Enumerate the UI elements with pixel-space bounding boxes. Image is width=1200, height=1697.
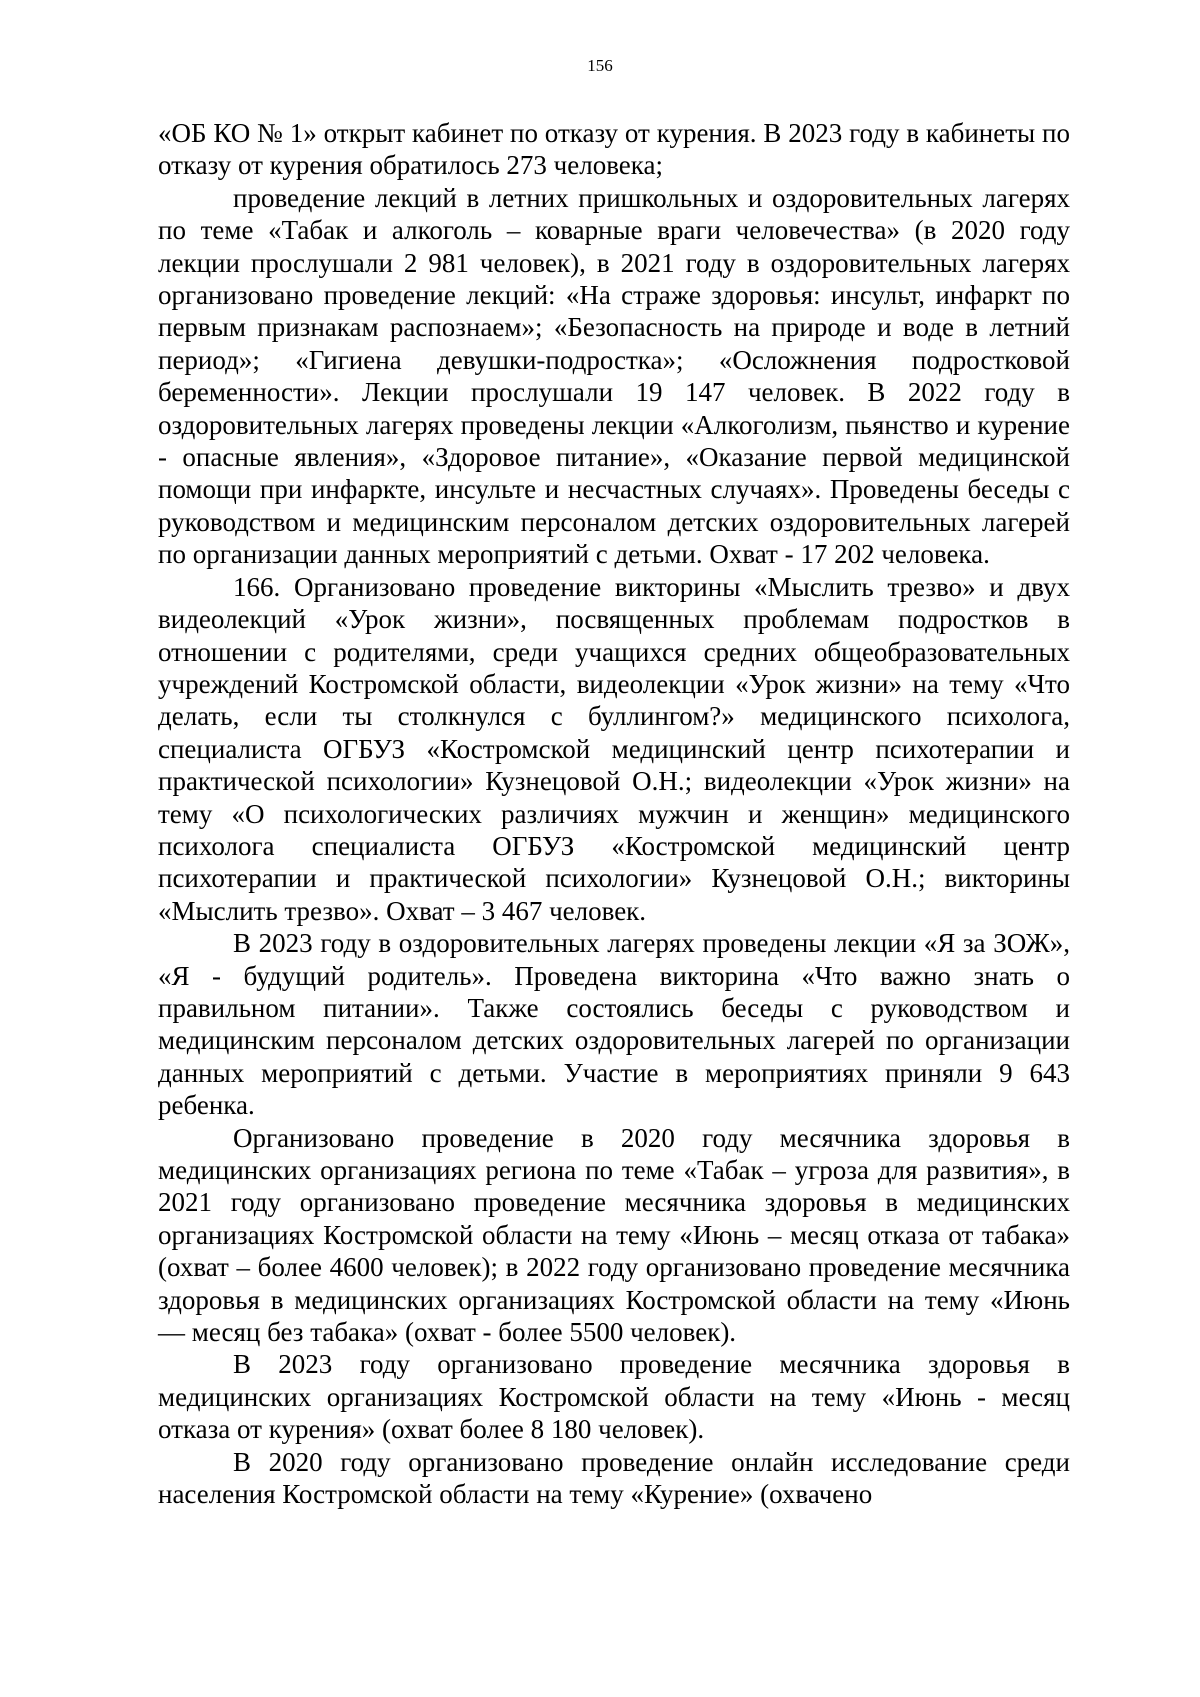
page-body — [158, 117, 1070, 1510]
page-number: 156 — [587, 56, 613, 75]
paragraph: 166. Организовано проведение викторины «Мыслить трезво» и двух видеолекций «Урок жизни», посвященных проблемам подростков в отношении с родителями, среди учащихся средних общеобразовательных учреждений Костромской области, видеолекции «Урок жизни» на тему «Что делать, если ты столкнулся с буллингом?» медицинского психолога, специалиста ОГБУЗ «Костромской медицинский центр психотерапии и практической психологии» Кузнецовой О.Н.; видеолекции «Урок жизни» на тему «О психологических различиях мужчин и женщин» медицинского психолога специалиста ОГБУЗ «Костромской медицинский центр психотерапии и практической психологии» Кузнецовой О.Н.; викторины «Мыслить трезво». Охват – 3 467 человек. — [158, 571, 1070, 926]
paragraph: В 2023 году в оздоровительных лагерях проведены лекции «Я за ЗОЖ», «Я - будущий родитель». Проведена викторина «Что важно знать о правильном питании». Также состоялись беседы с руководством и медицинским персоналом детских оздоровительных лагерей по организации данных мероприятий с детьми. Участие в мероприятиях приняли 9 643 ребенка. — [158, 928, 1070, 1121]
paragraph: Организовано проведение в 2020 году месячника здоровья в медицинских организациях региона по теме «Табак – угроза для развития», в 2021 году организовано проведение месячника здоровья в медицинских организациях Костромской области на тему «Июнь – месяц отказа от табака» (охват – более 4600 человек); в 2022 году организовано проведение месячника здоровья в медицинских организациях Костромской области на тему «Июнь — месяц без табака» (охват - более 5500 человек). — [158, 1122, 1070, 1348]
paragraph: «ОБ КО № 1» открыт кабинет по отказу от курения. В 2023 году в кабинеты по отказу от курения обратилось 273 человека; — [158, 118, 1070, 181]
paragraph: В 2023 году организовано проведение месячника здоровья в медицинских организациях Костромской области на тему «Июнь - месяц отказа от курения» (охват более 8 180 человек). — [158, 1349, 1070, 1445]
paragraph: В 2020 году организовано проведение онлайн исследование среди населения Костромской области на тему «Курение» (охвачено — [158, 1446, 1070, 1510]
paragraph: проведение лекций в летних пришкольных и оздоровительных лагерях по теме «Табак и алкоголь – коварные враги человечества» (в 2020 году лекции прослушали 2 981 человек), в 2021 году в оздоровительных лагерях организовано проведение лекций: «На страже здоровья: инсульт, инфаркт по первым признакам распознаем»; «Безопасность на природе и воде в летний период»; «Гигиена девушки-подростка»; «Осложнения подростковой беременности». Лекции прослушали 19 147 человек. В 2022 году в оздоровительных лагерях проведены лекции «Алкоголизм, пьянство и курение - опасные явления», «Здоровое питание», «Оказание первой медицинской помощи при инфаркте, инсульте и несчастных случаях». Проведены беседы с руководством и медицинским персоналом детских оздоровительных лагерей по организации данных мероприятий с детьми. Охват - 17 202 человека. — [158, 182, 1070, 570]
